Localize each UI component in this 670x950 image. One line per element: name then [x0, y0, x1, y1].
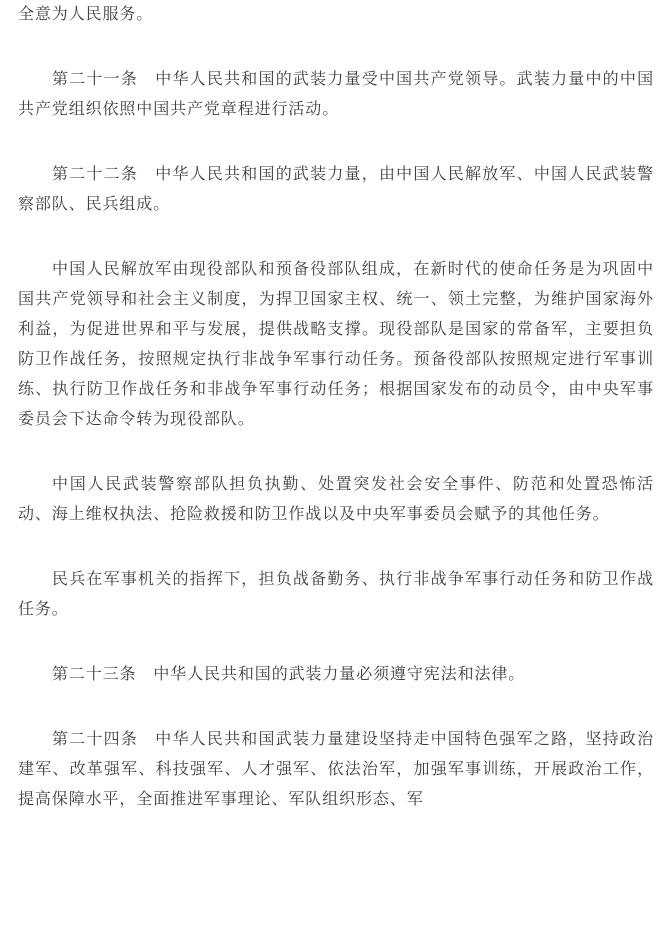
paragraph-militia: 民兵在军事机关的指挥下，担负战备勤务、执行非战争军事行动任务和防卫作战任务。: [18, 569, 654, 618]
article-23: 第二十三条 中华人民共和国的武装力量必须遵守宪法和法律。: [52, 664, 526, 683]
paragraph-armed-police: 中国人民武装警察部队担负执勤、处置突发社会安全事件、防范和处置恐怖活动、海上维权执法、抢险救援和防卫作战以及中央军事委员会赋予的其他任务。: [18, 474, 654, 523]
document-body: [18, 0, 654, 814]
article-22: 第二十二条 中华人民共和国的武装力量，由中国人民解放军、中国人民武装警察部队、民兵组成。: [18, 164, 654, 213]
article-21: 第二十一条 中华人民共和国的武装力量受中国共产党领导。武装力量中的中国共产党组织依照中国共产党章程进行活动。: [18, 69, 654, 118]
paragraph-continuation: 全意为人民服务。: [18, 4, 154, 23]
paragraph-pla: 中国人民解放军由现役部队和预备役部队组成，在新时代的使命任务是为巩固中国共产党领导和社会主义制度，为捍卫国家主权、统一、领土完整，为维护国家海外利益，为促进世界和平与发展，提供战略支撑。现役部队是国家的常备军，主要担负防卫作战任务，按照规定执行非战争军事行动任务。预备役部队按照规定进行军事训练、执行防卫作战任务和非战争军事行动任务；根据国家发布的动员令，由中央军事委员会下达命令转为现役部队。: [18, 259, 654, 428]
article-24: 第二十四条 中华人民共和国武装力量建设坚持走中国特色强军之路，坚持政治建军、改革强军、科技强军、人才强军、依法治军，加强军事训练，开展政治工作，提高保障水平，全面推进军事理论、军队组织形态、军: [18, 729, 654, 808]
